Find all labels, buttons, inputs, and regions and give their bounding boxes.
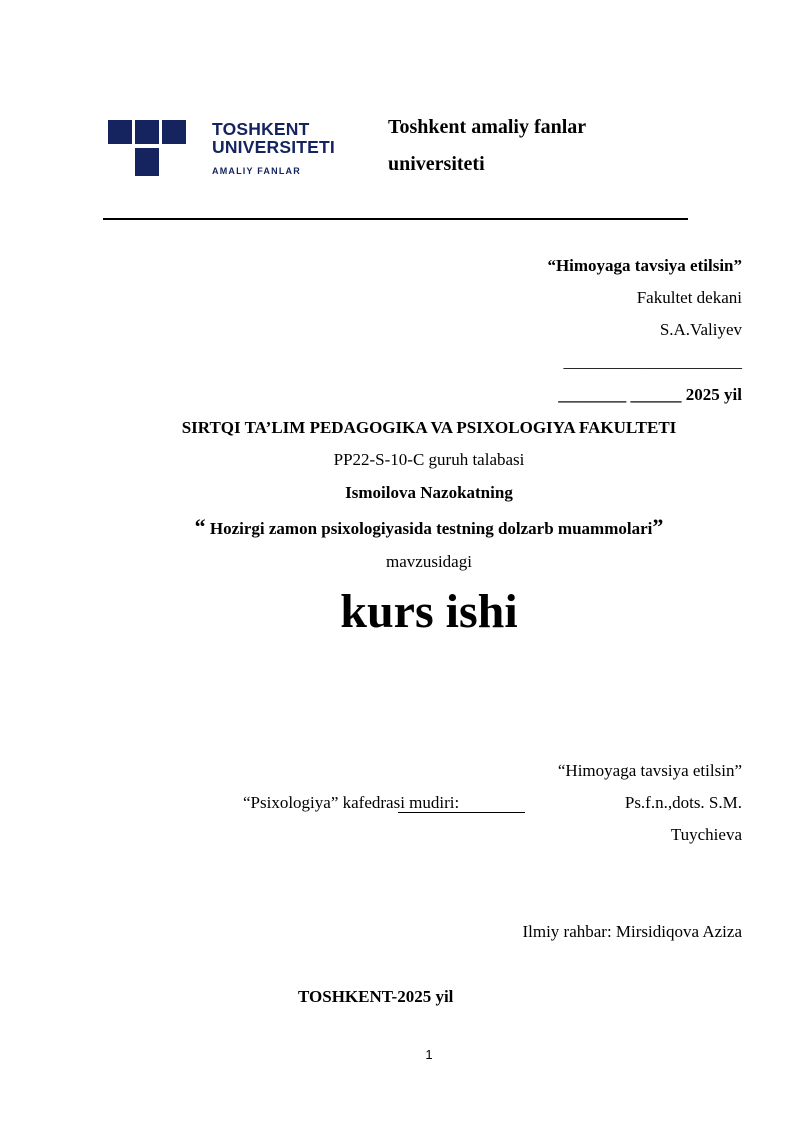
supervisor-line: Ilmiy rahbar: Mirsidiqova Aziza bbox=[522, 922, 742, 941]
student-name: Ismoilova Nazokatning bbox=[345, 483, 513, 502]
logo-text-line2: UNIVERSITETI bbox=[212, 137, 335, 157]
document-type-title: kurs ishi bbox=[340, 585, 518, 638]
header-divider bbox=[103, 218, 688, 220]
logo-square-2 bbox=[135, 120, 159, 144]
approval-top-recommend: “Himoyaga tavsiya etilsin” bbox=[547, 256, 742, 275]
logo-square-3 bbox=[162, 120, 186, 144]
university-name-line2: universiteti bbox=[388, 153, 485, 175]
logo-text-line3: AMALIY FANLAR bbox=[212, 166, 301, 176]
logo-square-1 bbox=[108, 120, 132, 144]
logo-square-4 bbox=[135, 148, 159, 176]
approval-bottom-recommend: “Himoyaga tavsiya etilsin” bbox=[557, 761, 742, 780]
university-name-line1: Toshkent amaliy fanlar bbox=[388, 116, 587, 138]
city-year: TOSHKENT-2025 yil bbox=[298, 987, 454, 1006]
topic-close-quote: ” bbox=[652, 514, 664, 539]
approval-top-date-line: ________ ______ 2025 yil bbox=[558, 385, 742, 404]
department-signature-line bbox=[398, 812, 525, 813]
topic-suffix: mavzusidagi bbox=[386, 552, 472, 571]
department-head-name-line1: Ps.f.n.,dots. S.M. bbox=[624, 793, 742, 812]
group-line: PP22-S-10-C guruh talabasi bbox=[333, 450, 525, 469]
approval-top-name: S.A.Valiyev bbox=[659, 320, 742, 339]
page-number: 1 bbox=[425, 1047, 433, 1062]
faculty-title: SIRTQI TA’LIM PEDAGOGIKA VA PSIXOLOGIYA FAKULTETI bbox=[181, 418, 677, 437]
topic-text: Hozirgi zamon psixologiyasida testning dolzarb muammolari bbox=[209, 519, 653, 538]
approval-top-position: Fakultet dekani bbox=[636, 288, 742, 307]
department-head-name-line2: Tuychieva bbox=[670, 825, 742, 844]
topic-line bbox=[0, 514, 800, 540]
university-logo bbox=[108, 120, 348, 180]
topic-open-quote: “ bbox=[194, 514, 206, 539]
logo-text-line1: TOSHKENT bbox=[212, 119, 310, 139]
department-head-label: “Psixologiya” kafedrasi mudiri: bbox=[243, 793, 460, 812]
approval-top-signature-line: _____________________ bbox=[563, 352, 742, 371]
